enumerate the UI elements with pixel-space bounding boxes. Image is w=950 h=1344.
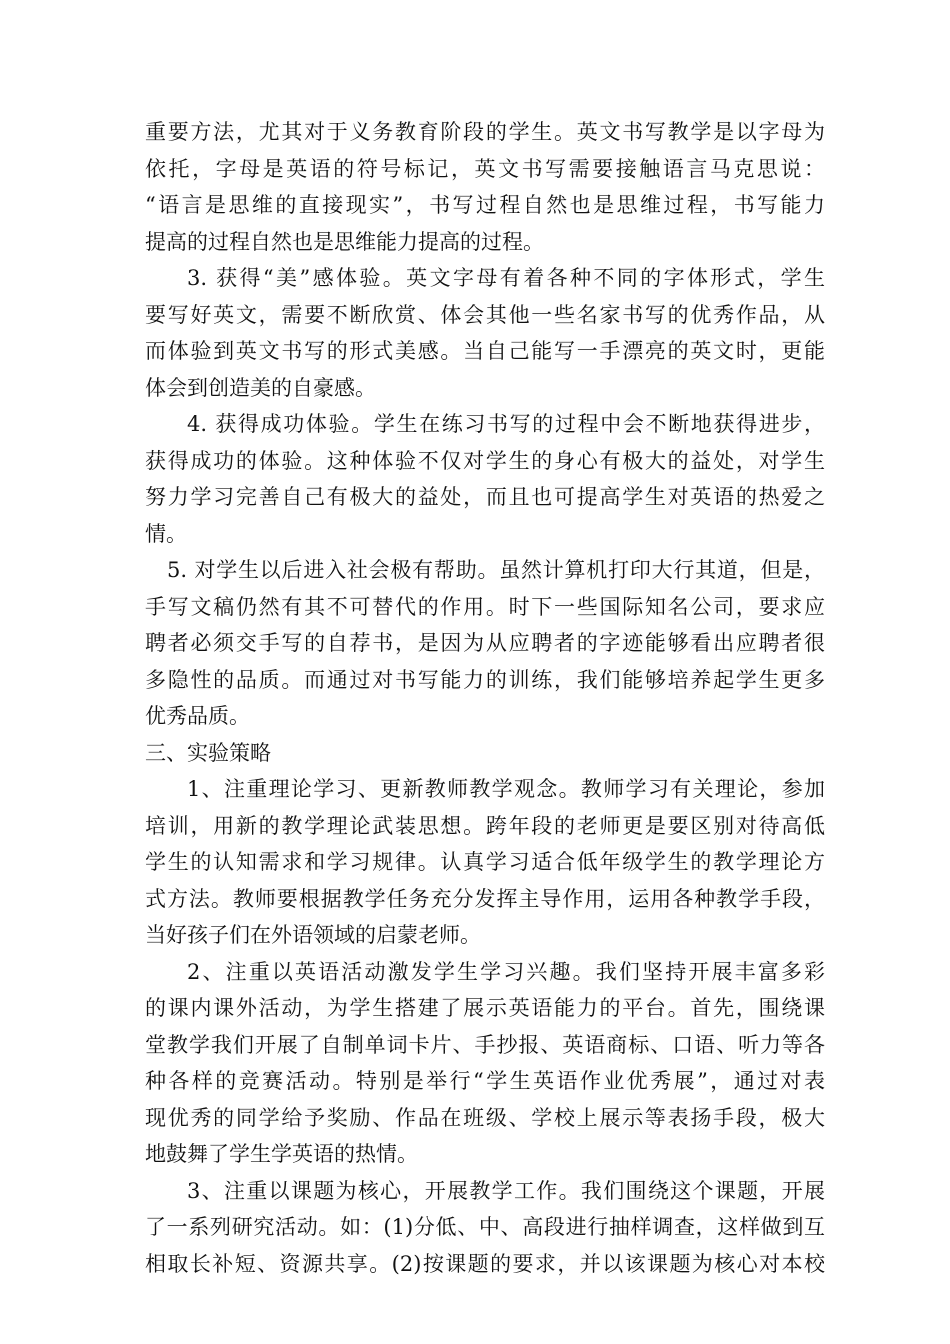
text-line: 当好孩子们在外语领域的启蒙老师。: [145, 923, 481, 947]
document-body: [145, 114, 825, 1282]
text-line: 现优秀的同学给予奖励、作品在班级、学校上展示等表扬手段，极大: [145, 1105, 825, 1130]
text-line: 聘者必须交手写的自荐书，是因为从应聘者的字迹能够看出应聘者很: [145, 631, 825, 655]
text-line: 2、注重以英语活动激发学生学习兴趣。我们坚持开展丰富多彩: [187, 959, 825, 984]
text-line: 优秀品质。: [145, 704, 250, 728]
text-line: 培训，用新的教学理论武装思想。跨年段的老师更是要区别对待高低: [145, 813, 825, 838]
text-line: 式方法。教师要根据教学任务充分发挥主导作用，运用各种教学手段，: [145, 886, 825, 911]
text-line: 堂教学我们开展了自制单词卡片、手抄报、英语商标、口语、听力等各: [145, 1032, 825, 1057]
text-line: 相取长补短、资源共享。(2)按课题的要求，并以该课题为核心对本校: [145, 1251, 825, 1276]
text-line: “语言是思维的直接现实”，书写过程自然也是思维过程，书写能力: [145, 193, 825, 217]
text-line: 情。: [145, 521, 187, 546]
text-line: 而体验到英文书写的形式美感。当自己能写一手漂亮的英文时，更能: [145, 339, 825, 363]
text-line: 多隐性的品质。而通过对书写能力的训练，我们能够培养起学生更多: [145, 667, 825, 692]
text-line: 了一系列研究活动。如：(1)分低、中、高段进行抽样调查，这样做到互: [145, 1215, 825, 1239]
text-line: 努力学习完善自己有极大的益处，而且也可提高学生对英语的热爱之: [145, 485, 825, 509]
text-line: 手写文稿仍然有其不可替代的作用。时下一些国际知名公司，要求应: [145, 594, 825, 619]
section-heading: 三、实验策略: [145, 740, 271, 765]
text-line: 重要方法，尤其对于义务教育阶段的学生。英文书写教学是以字母为: [145, 120, 825, 144]
text-line: 4. 获得成功体验。学生在练习书写的过程中会不断地获得进步，: [187, 412, 825, 436]
text-line: 5. 对学生以后进入社会极有帮助。虽然计算机打印大行其道，但是，: [167, 558, 825, 582]
text-line: 要写好英文，需要不断欣赏、体会其他一些名家书写的优秀作品，从: [145, 302, 825, 327]
text-line: 1、注重理论学习、更新教师教学观念。教师学习有关理论，参加: [187, 777, 825, 801]
text-line: 获得成功的体验。这种体验不仅对学生的身心有极大的益处，对学生: [145, 448, 825, 473]
text-line: 3、注重以课题为核心，开展教学工作。我们围绕这个课题，开展: [187, 1178, 825, 1203]
text-line: 种各样的竞赛活动。特别是举行“学生英语作业优秀展”，通过对表: [145, 1069, 825, 1093]
text-line: 的课内课外活动，为学生搭建了展示英语能力的平台。首先，围绕课: [145, 996, 825, 1020]
text-line: 体会到创造美的自豪感。: [145, 375, 376, 400]
text-line: 地鼓舞了学生学英语的热情。: [145, 1142, 418, 1166]
text-line: 提高的过程自然也是思维能力提高的过程。: [145, 229, 544, 254]
text-line: 学生的认知需求和学习规律。认真学习适合低年级学生的教学理论方: [145, 850, 825, 874]
text-line: 依托，字母是英语的符号标记，英文书写需要接触语言马克思说：: [145, 156, 825, 181]
text-line: 3. 获得“美”感体验。英文字母有着各种不同的字体形式，学生: [187, 266, 825, 290]
